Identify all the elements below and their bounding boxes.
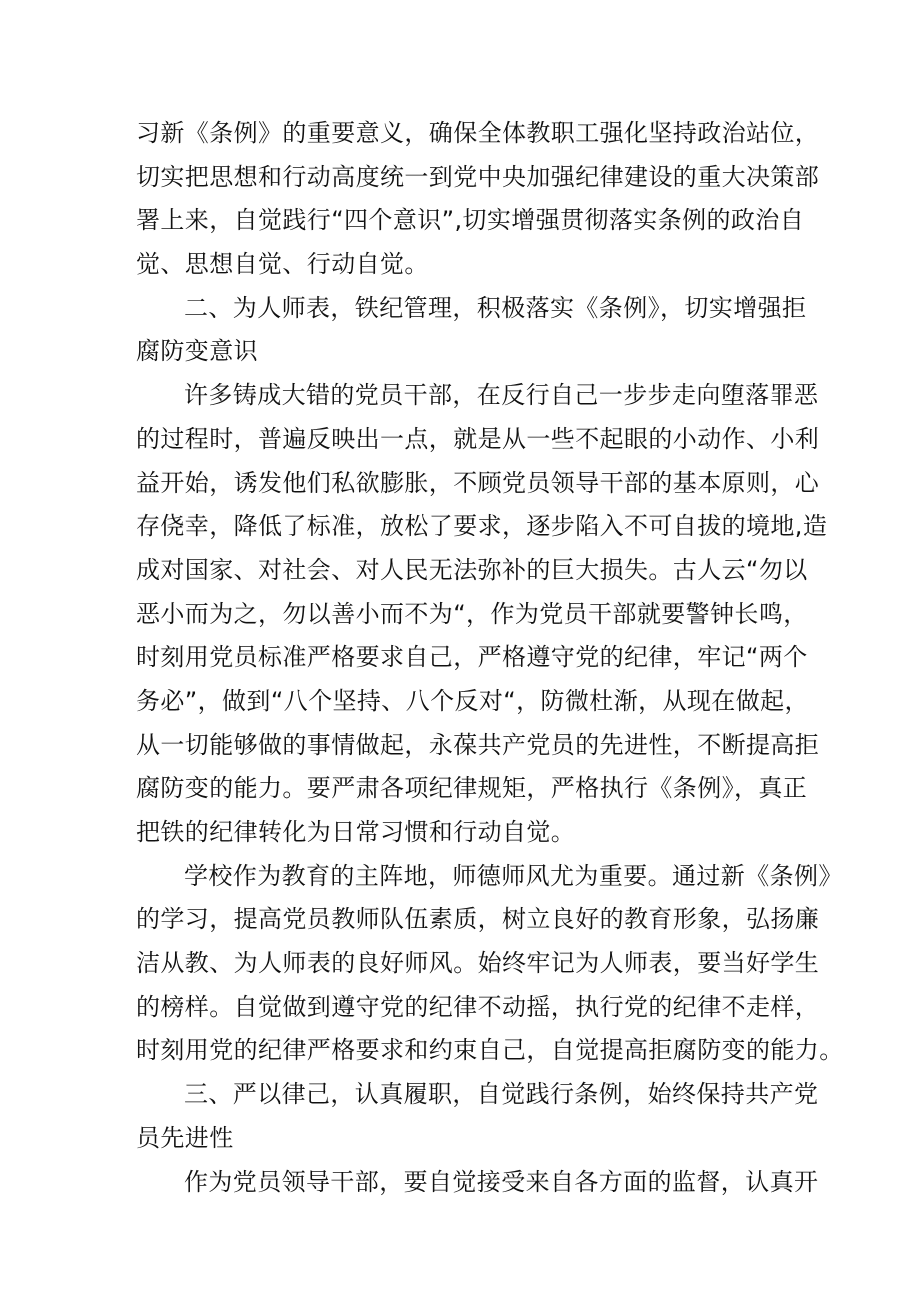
- text-line: 腐防变的能力。要严肃各项纪律规矩，严格执行《条例》，真正: [136, 774, 808, 803]
- text-line: 从一切能够做的事情做起，永葆共产党员的先进性，不断提高拒: [136, 730, 820, 759]
- text-line: 作为党员领导干部，要自觉接受来自各方面的监督，认真开: [184, 1167, 819, 1196]
- text-line: 恶小而为之，勿以善小而不为“，作为党员干部就要警钟长鸣，: [136, 599, 808, 628]
- text-line: 许多铸成大错的党员干部，在反行自己一步步走向堕落罪恶: [184, 381, 819, 410]
- text-line: 习新《条例》的重要意义，确保全体教职工强化坚持政治站位，: [136, 119, 820, 147]
- text-line: 洁从教、为人师表的良好师风。始终牢记为人师表，要当好学生: [136, 949, 820, 978]
- text-line: 切实把思想和行动高度统一到党中央加强纪律建设的重大决策部: [136, 162, 820, 191]
- text-line: 署上来，自觉践行“四个意识”,切实增强贯彻落实条例的政治自: [136, 206, 805, 235]
- text-line: 的过程时，普遍反映出一点，就是从一些不起眼的小动作、小利: [136, 424, 820, 453]
- text-line: 三、严以律己，认真履职，自觉践行条例，始终保持共产党: [184, 1080, 819, 1109]
- document-body: [136, 112, 844, 1204]
- text-line: 存侥幸，降低了标准，放松了要求，逐步陷入不可自拔的境地,造: [136, 512, 828, 541]
- text-line: 务必”，做到“八个坚持、八个反对“，防微杜渐，从现在做起，: [136, 686, 809, 715]
- text-line: 员先进性: [136, 1123, 234, 1152]
- text-line: 二、为人师表，铁纪管理，积极落实《条例》，切实增强拒: [184, 293, 807, 322]
- text-line: 腐防变意识: [136, 337, 258, 366]
- text-line: 时刻用党员标准严格要求自己，严格遵守党的纪律，牢记“两个: [136, 643, 808, 672]
- text-line: 益开始，诱发他们私欲膨胀，不顾党员领导干部的基本原则，心: [136, 468, 820, 497]
- text-line: 学校作为教育的主阵地，师德师风尤为重要。通过新《条例》: [184, 861, 843, 890]
- text-line: 的榜样。自觉做到遵守党的纪律不动摇，执行党的纪律不走样，: [136, 992, 820, 1021]
- text-line: 觉、思想自觉、行动自觉。: [136, 250, 429, 279]
- text-line: 成对国家、对社会、对人民无法弥补的巨大损失。古人云“勿以: [136, 555, 808, 584]
- text-line: 把铁的纪律转化为日常习惯和行动自觉。: [136, 818, 576, 846]
- text-line: 的学习，提高党员教师队伍素质，树立良好的教育形象，弘扬廉: [136, 905, 820, 934]
- text-line: 时刻用党的纪律严格要求和约束自己，自觉提高拒腐防变的能力。: [136, 1036, 844, 1065]
